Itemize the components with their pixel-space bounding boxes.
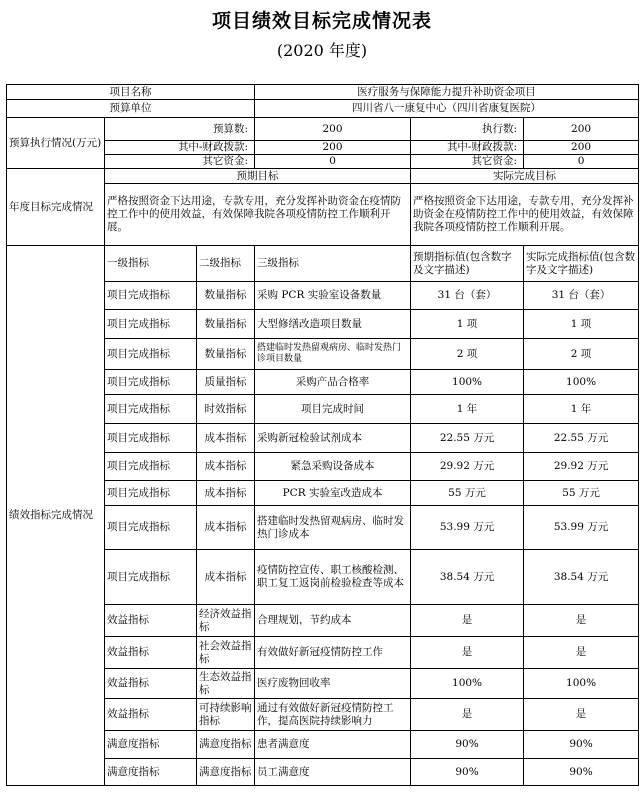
indicator-actual: 1 项 xyxy=(524,310,639,339)
budget-row-value: 0 xyxy=(255,155,411,169)
indicator-level1: 项目完成指标 xyxy=(105,339,197,370)
perf-indicator-label: 绩效指标完成情况 xyxy=(7,246,105,786)
indicator-level3: 合理规划，节约成本 xyxy=(255,605,411,637)
budget-exec-label: 预算执行情况(万元) xyxy=(7,118,105,169)
indicator-level3: 有效做好新冠疫情防控工作 xyxy=(255,637,411,669)
indicator-level2: 数量指标 xyxy=(197,282,255,310)
indicator-actual: 1 年 xyxy=(524,395,639,424)
indicator-level2: 成本指标 xyxy=(197,424,255,453)
indicator-expected: 38.54 万元 xyxy=(411,550,524,605)
indicator-expected: 90% xyxy=(411,731,524,759)
indicator-level2: 生态效益指标 xyxy=(197,669,255,699)
budget-row-label: 预算数: xyxy=(105,118,255,141)
indicator-expected: 90% xyxy=(411,759,524,786)
indicator-level3: 大型修缮改造项目数量 xyxy=(255,310,411,339)
indicator-expected: 100% xyxy=(411,370,524,395)
indicator-actual: 是 xyxy=(524,605,639,637)
indicator-actual: 90% xyxy=(524,731,639,759)
budget-exec-row-value: 200 xyxy=(524,141,639,155)
indicator-level2: 数量指标 xyxy=(197,339,255,370)
indicator-level3: 搭建临时发热留观病房、临时发热门诊成本 xyxy=(255,506,411,550)
indicator-level3: 项目完成时间 xyxy=(255,395,411,424)
indicator-level1: 效益指标 xyxy=(105,605,197,637)
indicator-level1: 项目完成指标 xyxy=(105,310,197,339)
indicator-level3: 通过有效做好新冠疫情防控工作，提高医院持续影响力 xyxy=(255,699,411,731)
indicator-level3: 采购产品合格率 xyxy=(255,370,411,395)
indicator-actual: 22.55 万元 xyxy=(524,424,639,453)
indicator-level1: 满意度指标 xyxy=(105,731,197,759)
page-title: 项目绩效目标完成情况表 xyxy=(211,10,432,32)
indicator-expected: 是 xyxy=(411,637,524,669)
indicator-expected: 是 xyxy=(411,699,524,731)
indicator-actual: 38.54 万元 xyxy=(524,550,639,605)
header-level1: 一级指标 xyxy=(105,246,197,282)
indicator-level1: 项目完成指标 xyxy=(105,453,197,481)
indicator-level3: 医疗废物回收率 xyxy=(255,669,411,699)
indicator-actual: 31 台（套） xyxy=(524,282,639,310)
indicator-level2: 成本指标 xyxy=(197,453,255,481)
indicator-level3: 紧急采购设备成本 xyxy=(255,453,411,481)
performance-table xyxy=(6,84,639,786)
project-name-label: 项目名称 xyxy=(7,85,255,100)
indicator-level2: 可持续影响指标 xyxy=(197,699,255,731)
indicator-level1: 项目完成指标 xyxy=(105,506,197,550)
indicator-actual: 53.99 万元 xyxy=(524,506,639,550)
header-level3: 三级指标 xyxy=(255,246,411,282)
indicator-actual: 2 项 xyxy=(524,339,639,370)
indicator-level1: 效益指标 xyxy=(105,637,197,669)
header-actual: 实际完成指标值(包含数字及文字描述) xyxy=(524,246,639,282)
indicator-level1: 项目完成指标 xyxy=(105,370,197,395)
indicator-level1: 满意度指标 xyxy=(105,759,197,786)
budget-exec-row-value: 0 xyxy=(524,155,639,169)
indicator-level3: 采购 PCR 实验室设备数量 xyxy=(255,282,411,310)
indicator-level1: 项目完成指标 xyxy=(105,424,197,453)
indicator-level2: 成本指标 xyxy=(197,481,255,506)
indicator-expected: 2 项 xyxy=(411,339,524,370)
indicator-level2: 满意度指标 xyxy=(197,759,255,786)
indicator-level3: 患者满意度 xyxy=(255,731,411,759)
indicator-expected: 是 xyxy=(411,605,524,637)
indicator-expected: 29.92 万元 xyxy=(411,453,524,481)
budget-row-label: 其中-财政拨款: xyxy=(105,141,255,155)
indicator-actual: 100% xyxy=(524,370,639,395)
indicator-expected: 1 年 xyxy=(411,395,524,424)
indicator-expected: 55 万元 xyxy=(411,481,524,506)
budget-row-value: 200 xyxy=(255,118,411,141)
indicator-level2: 成本指标 xyxy=(197,506,255,550)
indicator-level3: 采购新冠检验试剂成本 xyxy=(255,424,411,453)
indicator-actual: 100% xyxy=(524,669,639,699)
header-expected: 预期指标值(包含数字及文字描述) xyxy=(411,246,524,282)
project-name-value: 医疗服务与保障能力提升补助资金项目 xyxy=(255,85,639,100)
indicator-actual: 29.92 万元 xyxy=(524,453,639,481)
indicator-level3: 员工满意度 xyxy=(255,759,411,786)
budget-unit-value: 四川省八一康复中心（四川省康复医院） xyxy=(255,100,639,118)
indicator-level1: 效益指标 xyxy=(105,699,197,731)
indicator-level3: PCR 实验室改造成本 xyxy=(255,481,411,506)
indicator-level2: 数量指标 xyxy=(197,310,255,339)
indicator-level2: 质量指标 xyxy=(197,370,255,395)
indicator-expected: 53.99 万元 xyxy=(411,506,524,550)
page-subtitle: (2020 年度) xyxy=(276,41,368,60)
indicator-expected: 22.55 万元 xyxy=(411,424,524,453)
indicator-level3: 搭建临时发热留观病房、临时发热门诊项目数量 xyxy=(255,339,411,370)
header-level2: 二级指标 xyxy=(197,246,255,282)
budget-row-value: 200 xyxy=(255,141,411,155)
budget-exec-row-label: 其它资金: xyxy=(411,155,524,169)
budget-row-label: 其它资金: xyxy=(105,155,255,169)
expected-goal-text: 严格按照资金下达用途，专款专用，充分发挥补助资金在疫情防控工作中的使用效益，有效保障我院各项疫情防控工作顺利开展。 xyxy=(105,184,411,246)
indicator-expected: 100% xyxy=(411,669,524,699)
indicator-expected: 31 台（套） xyxy=(411,282,524,310)
indicator-level2: 成本指标 xyxy=(197,550,255,605)
indicator-actual: 是 xyxy=(524,637,639,669)
actual-goal-label: 实际完成目标 xyxy=(411,169,639,184)
indicator-level1: 项目完成指标 xyxy=(105,481,197,506)
budget-unit-label: 预算单位 xyxy=(7,100,255,118)
indicator-actual: 90% xyxy=(524,759,639,786)
expected-goal-label: 预期目标 xyxy=(105,169,411,184)
indicator-level3: 疫情防控宣传、职工核酸检测、职工复工返岗前检验检查等成本 xyxy=(255,550,411,605)
indicator-expected: 1 项 xyxy=(411,310,524,339)
actual-goal-text: 严格按照资金下达用途，专款专用，充分发挥补助资金在疫情防控工作中的使用效益，有效保障我院各项疫情防控工作顺利开展。 xyxy=(411,184,639,246)
budget-exec-row-label: 执行数: xyxy=(411,118,524,141)
budget-exec-row-value: 200 xyxy=(524,118,639,141)
indicator-level2: 经济效益指标 xyxy=(197,605,255,637)
indicator-actual: 是 xyxy=(524,699,639,731)
annual-goal-label: 年度目标完成情况 xyxy=(7,169,105,246)
indicator-level1: 项目完成指标 xyxy=(105,550,197,605)
indicator-level1: 项目完成指标 xyxy=(105,395,197,424)
indicator-level1: 效益指标 xyxy=(105,669,197,699)
indicator-level2: 社会效益指标 xyxy=(197,637,255,669)
indicator-actual: 55 万元 xyxy=(524,481,639,506)
indicator-level2: 满意度指标 xyxy=(197,731,255,759)
budget-exec-row-label: 其中-财政拨款: xyxy=(411,141,524,155)
indicator-level2: 时效指标 xyxy=(197,395,255,424)
indicator-level1: 项目完成指标 xyxy=(105,282,197,310)
